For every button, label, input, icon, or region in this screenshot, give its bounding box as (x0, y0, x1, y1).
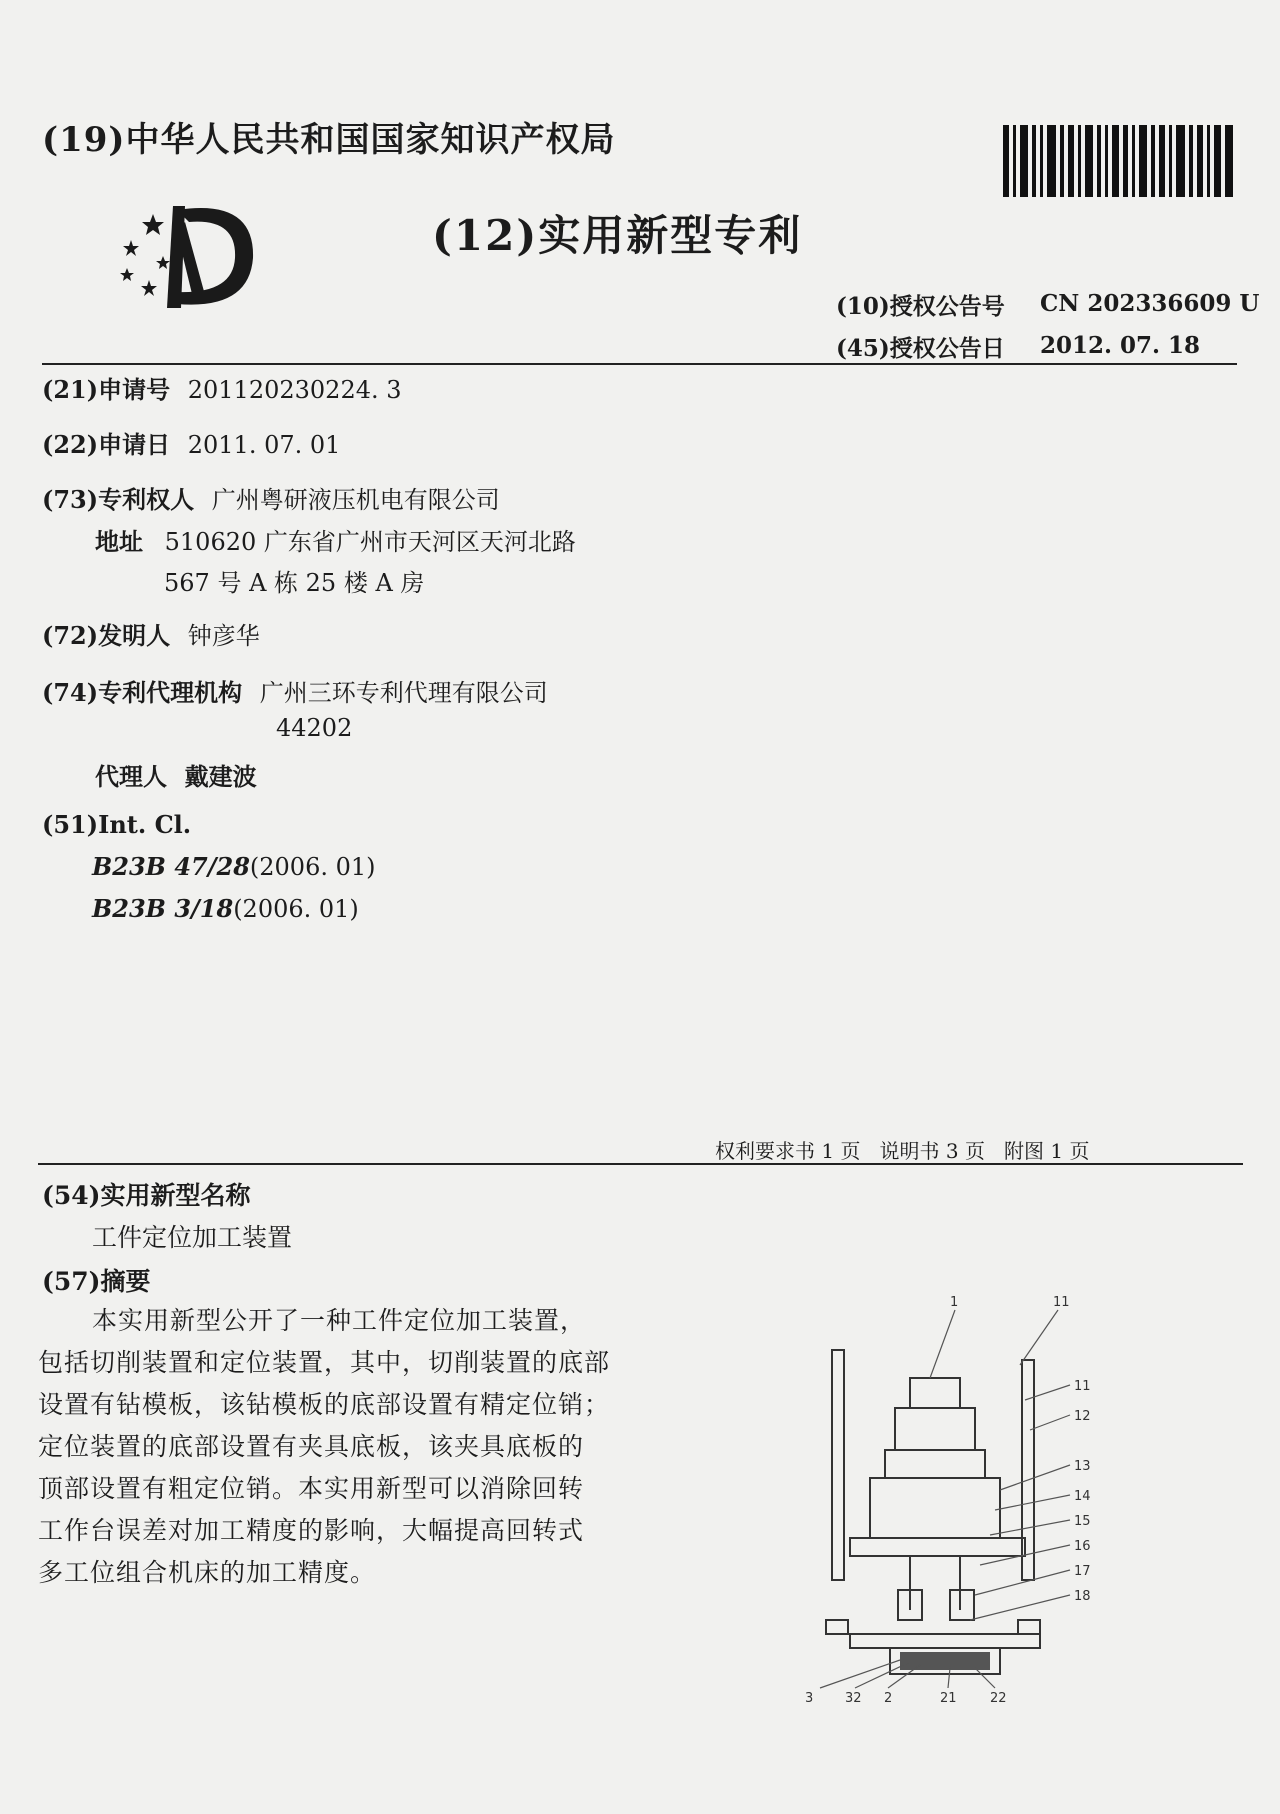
address-label: 地址 (95, 527, 143, 556)
agency: 广州三环专利代理有限公司 (259, 679, 548, 707)
inventor-label: (72)发明人 (42, 621, 171, 650)
abstract-line: 本实用新型公开了一种工件定位加工装置， (92, 1306, 587, 1335)
filing-date-row (42, 425, 340, 460)
abstract-line: 工作台误差对加工精度的影响，大幅提高回转式 (38, 1516, 585, 1545)
agent: 戴建波 (184, 762, 257, 791)
cnipa-logo-icon (115, 200, 265, 315)
figure-label: 3 (805, 1691, 814, 1706)
figure-label: 14 (1074, 1489, 1091, 1504)
office-name: (19)中华人民共和国国家知识产权局 (42, 120, 616, 160)
utility-model-name-label: (54)实用新型名称 (42, 1181, 251, 1210)
publication-number: CN 202336609 U (1040, 290, 1260, 317)
agent-label: 代理人 (95, 762, 167, 791)
abstract-label: (57)摘要 (42, 1267, 151, 1296)
figure-label: 15 (1074, 1514, 1091, 1529)
patentee-row (42, 480, 500, 515)
utility-model-name: 工件定位加工装置 (92, 1223, 293, 1252)
application-number: 201120230224. 3 (187, 376, 402, 404)
address-row (95, 522, 576, 557)
abstract-line: 多工位组合机床的加工精度。 (38, 1558, 377, 1587)
filing-date: 2011. 07. 01 (187, 431, 341, 459)
figure-label: 1 (950, 1295, 959, 1310)
inventor: 钟彦华 (187, 622, 260, 650)
publication-date-label: (45)授权公告日 (836, 335, 1005, 362)
device-drawing (790, 1290, 1110, 1710)
figure-label: 11 (1053, 1295, 1070, 1310)
patentee-label: (73)专利权人 (42, 485, 195, 514)
figure-label: 16 (1074, 1539, 1091, 1554)
abstract-line: 包括切削装置和定位装置，其中，切削装置的底部 (38, 1348, 611, 1377)
abstract-line: 顶部设置有粗定位销。本实用新型可以消除回转 (38, 1474, 585, 1503)
figure-label: 2 (884, 1691, 893, 1706)
ipc-code-2: B23B 3/18 (92, 894, 234, 923)
application-number-row (42, 370, 402, 405)
figure-label: 21 (940, 1691, 957, 1706)
figure-label: 11 (1074, 1379, 1091, 1394)
figure-label: 32 (845, 1691, 862, 1706)
figure-label: 17 (1074, 1564, 1091, 1579)
publication-date: 2012. 07. 18 (1040, 332, 1201, 359)
figure-label: 22 (990, 1691, 1007, 1706)
agency-code: 44202 (276, 714, 353, 742)
figure-label: 13 (1074, 1459, 1091, 1474)
application-number-label: (21)申请号 (42, 375, 171, 404)
middle-divider (38, 1163, 1243, 1165)
agency-row (42, 673, 548, 708)
abstract-line: 定位装置的底部设置有夹具底板，该夹具底板的 (38, 1432, 585, 1461)
abstract-line: 设置有钻模板，该钻模板的底部设置有精定位销； (38, 1390, 611, 1419)
address-line-1: 510620 广东省广州市天河区天河北路 (164, 528, 576, 556)
address-line-2: 567 号 A 栋 25 楼 A 房 (164, 569, 425, 597)
filing-date-label: (22)申请日 (42, 430, 171, 459)
ipc-class-1 (92, 852, 376, 881)
figure-label: 12 (1074, 1409, 1091, 1424)
page-counts: 权利要求书 1 页 说明书 3 页 附图 1 页 (715, 1139, 1090, 1163)
ipc-code-1: B23B 47/28 (92, 852, 250, 881)
abstract-text (38, 1300, 638, 1594)
publication-number-label: (10)授权公告号 (836, 293, 1005, 320)
right-column (1022, 1360, 1034, 1580)
ipc-label (42, 810, 191, 839)
ipc-label-text: (51)Int. Cl. (42, 810, 192, 839)
left-column (832, 1350, 844, 1580)
ipc-version-2: (2006. 01) (233, 895, 359, 923)
document-type: (12)实用新型专利 (432, 211, 803, 260)
ipc-class-2 (92, 894, 359, 923)
header-divider (42, 363, 1237, 365)
barcode-icon (1003, 125, 1233, 197)
inventor-row (42, 616, 260, 651)
patentee: 广州粤研液压机电有限公司 (211, 486, 500, 514)
figure-label: 18 (1074, 1589, 1091, 1604)
agency-label: (74)专利代理机构 (42, 678, 243, 707)
agent-row (95, 757, 257, 792)
ipc-version-1: (2006. 01) (249, 853, 376, 881)
